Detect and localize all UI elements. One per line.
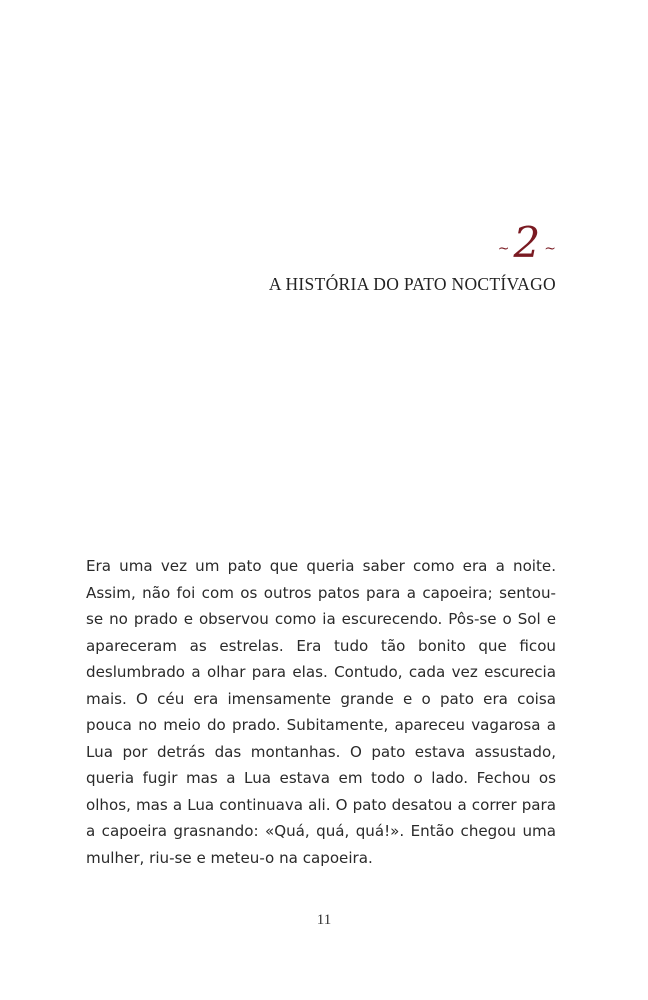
chapter-number: 2 [513,218,541,267]
page-number: 11 [316,912,332,928]
body-paragraph: Era uma vez um pato que queria saber como era a noite. Assim, não foi com os outros patos para a capoeira; sentou-se no prado e observou como ia escurecendo. Pôs-se o Sol e apareceram as estrelas. Era tudo tão bonito que ficou deslumbrado a olhar para elas. Contudo, cada vez escurecia mais. O céu era imensamente grande e o pato era coisa pouca no meio do prado. Subitamente, apareceu vagarosa a Lua por detrás das montanhas. O pato estava assustado, queria fugir mas a Lua estava em todo o lado. Fechou os olhos, mas a Lua continuava ali. O pato desatou a correr para a capoeira grasnando: «Quá, quá, quá!». Então chegou uma mulher, riu-se e meteu-o na capoeira. [86,557,556,867]
chapter-title: A HISTÓRIA DO PATO NOCTÍVAGO [268,274,556,294]
ornament-tilde-right: ~ [544,241,556,257]
chapter-number-ornament [498,218,556,268]
ornament-tilde-left: ~ [497,241,510,257]
